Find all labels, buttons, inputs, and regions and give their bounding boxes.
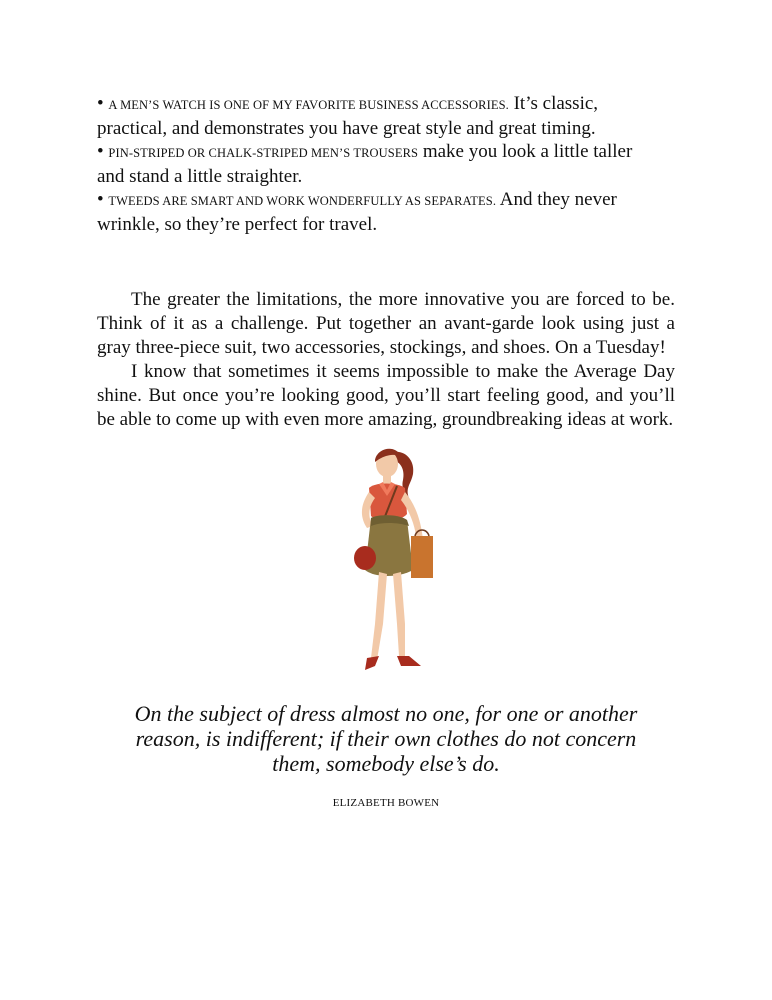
paragraph: I know that sometimes it seems impossible to make the Average Day shine. But once you’re looking good, you’ll start feeling good, and you’ll be able to come up with even more amazing, groundbreaking ideas at work. xyxy=(97,361,675,430)
tip-item xyxy=(97,140,657,188)
paragraph: The greater the limitations, the more innovative you are forced to be. Think of it as a challenge. Put together an avant-garde look using just a gray three-piece suit, two accessories, stockings, and shoes. On a Tuesday! xyxy=(97,289,675,358)
bullet: • xyxy=(97,189,104,210)
bullet: • xyxy=(97,93,104,114)
tips-list xyxy=(97,92,657,236)
tip-lead: PIN-STRIPED OR CHALK-STRIPED MEN’S TROUSERS xyxy=(108,146,419,160)
epigraph-quote: On the subject of dress almost no one, for one or another reason, is indifferent; if their own clothes do not concern them, somebody else’s do. xyxy=(134,701,638,776)
fashion-woman-illustration-icon xyxy=(335,444,445,676)
body-text xyxy=(97,288,675,432)
tip-text: It’s classic, practical, and demonstrates you have great style and great timing. xyxy=(97,93,599,139)
tip-lead: A MEN’S WATCH IS ONE OF MY FAVORITE BUSINESS ACCESSORIES. xyxy=(108,98,509,112)
quote-author: ELIZABETH BOWEN xyxy=(332,797,440,809)
tip-text: And they never wrinkle, so they’re perfect for travel. xyxy=(97,189,617,235)
tip-item xyxy=(97,188,657,236)
tip-item xyxy=(97,92,657,140)
bullet: • xyxy=(97,141,104,162)
tip-text: make you look a little taller and stand a little straighter. xyxy=(97,141,633,187)
tip-lead: TWEEDS ARE SMART AND WORK WONDERFULLY AS SEPARATES. xyxy=(108,194,497,208)
